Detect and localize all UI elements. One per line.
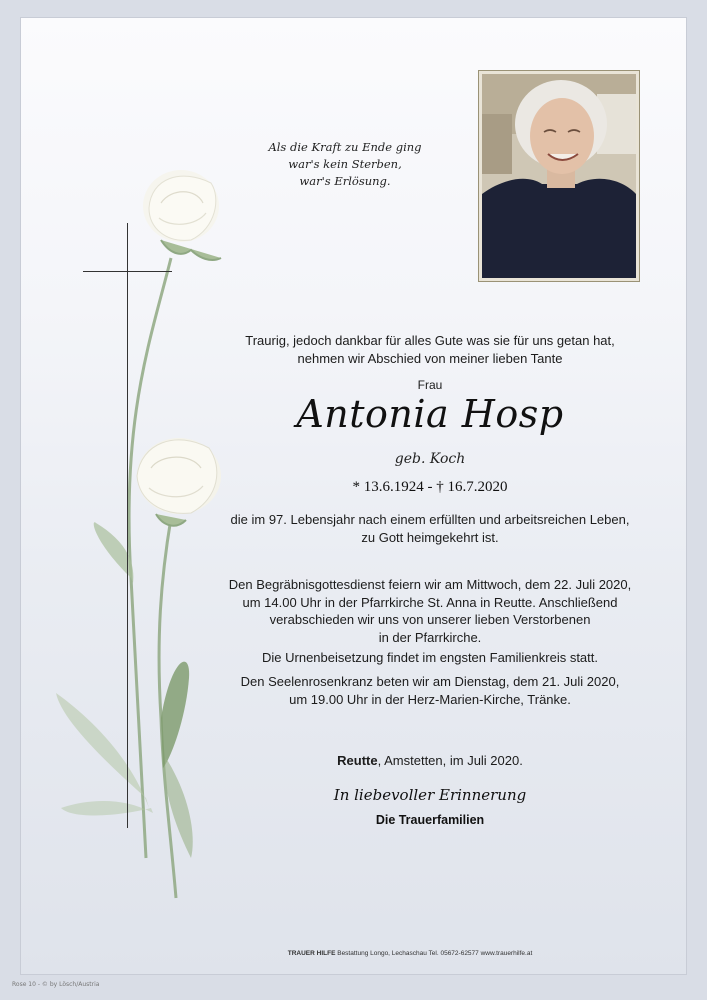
urn-line: Die Urnenbeisetzung findet im engsten Familienkreis statt.	[262, 650, 598, 665]
cross-bar	[83, 271, 172, 272]
place-name: Reutte	[337, 753, 378, 768]
intro-line: Traurig, jedoch dankbar für alles Gute was sie für uns getan hat,	[245, 333, 615, 348]
memory-line: In liebevoller Erinnerung	[333, 786, 527, 804]
intro-line: nehmen wir Abschied von meiner lieben Tante	[297, 350, 563, 366]
rosary-line: um 19.00 Uhr in der Herz-Marien-Kirche, Tränke.	[289, 691, 571, 707]
life-line: die im 97. Lebensjahr nach einem erfüllten und arbeitsreichen Leben,	[230, 512, 630, 527]
maiden-name: geb. Koch	[394, 451, 466, 467]
portrait-icon	[482, 74, 636, 278]
funeral-text	[220, 576, 640, 646]
credit: Rose 10 - © by Lösch/Austria	[12, 981, 100, 988]
funeral-line: um 14.00 Uhr in der Pfarrkirche St. Anna in Reutte. Anschließend	[242, 594, 618, 610]
footer-details: Bestattung Longo, Lechaschau Tel. 05672-62577 www.trauerhilfe.at	[335, 950, 533, 957]
funeral-line: Den Begräbnisgottesdienst feiern wir am Mittwoch, dem 22. Juli 2020,	[228, 577, 632, 592]
rosary-line: Den Seelenrosenkranz beten wir am Dienstag, dem 21. Juli 2020,	[240, 674, 620, 689]
footer-brand: TRAUER HILFE	[287, 950, 336, 957]
intro-text	[220, 332, 640, 395]
footer	[150, 950, 670, 957]
place-rest: , Amstetten, im Juli 2020.	[377, 753, 523, 768]
cross-icon	[127, 223, 128, 828]
portrait-photo	[478, 70, 640, 282]
poem-line: war's Erlösung.	[299, 174, 391, 188]
place-date	[220, 753, 640, 768]
funeral-line: verabschieden wir uns von unserer lieben Verstorbenen	[269, 612, 591, 627]
life-dates: * 13.6.1924 - † 16.7.2020	[352, 479, 508, 495]
poem	[230, 139, 460, 190]
life-text	[220, 511, 640, 546]
rosary-text	[220, 673, 640, 708]
families-line: Die Trauerfamilien	[375, 813, 485, 827]
poem-line: war's kein Sterben,	[288, 157, 402, 171]
urn-text	[220, 649, 640, 667]
poem-line: Als die Kraft zu Ende ging	[268, 140, 422, 154]
deceased-name: Antonia Hosp	[296, 392, 564, 436]
salutation: Frau	[417, 378, 443, 392]
funeral-line: in der Pfarrkirche.	[378, 629, 482, 645]
life-line: zu Gott heimgekehrt ist.	[361, 529, 499, 545]
